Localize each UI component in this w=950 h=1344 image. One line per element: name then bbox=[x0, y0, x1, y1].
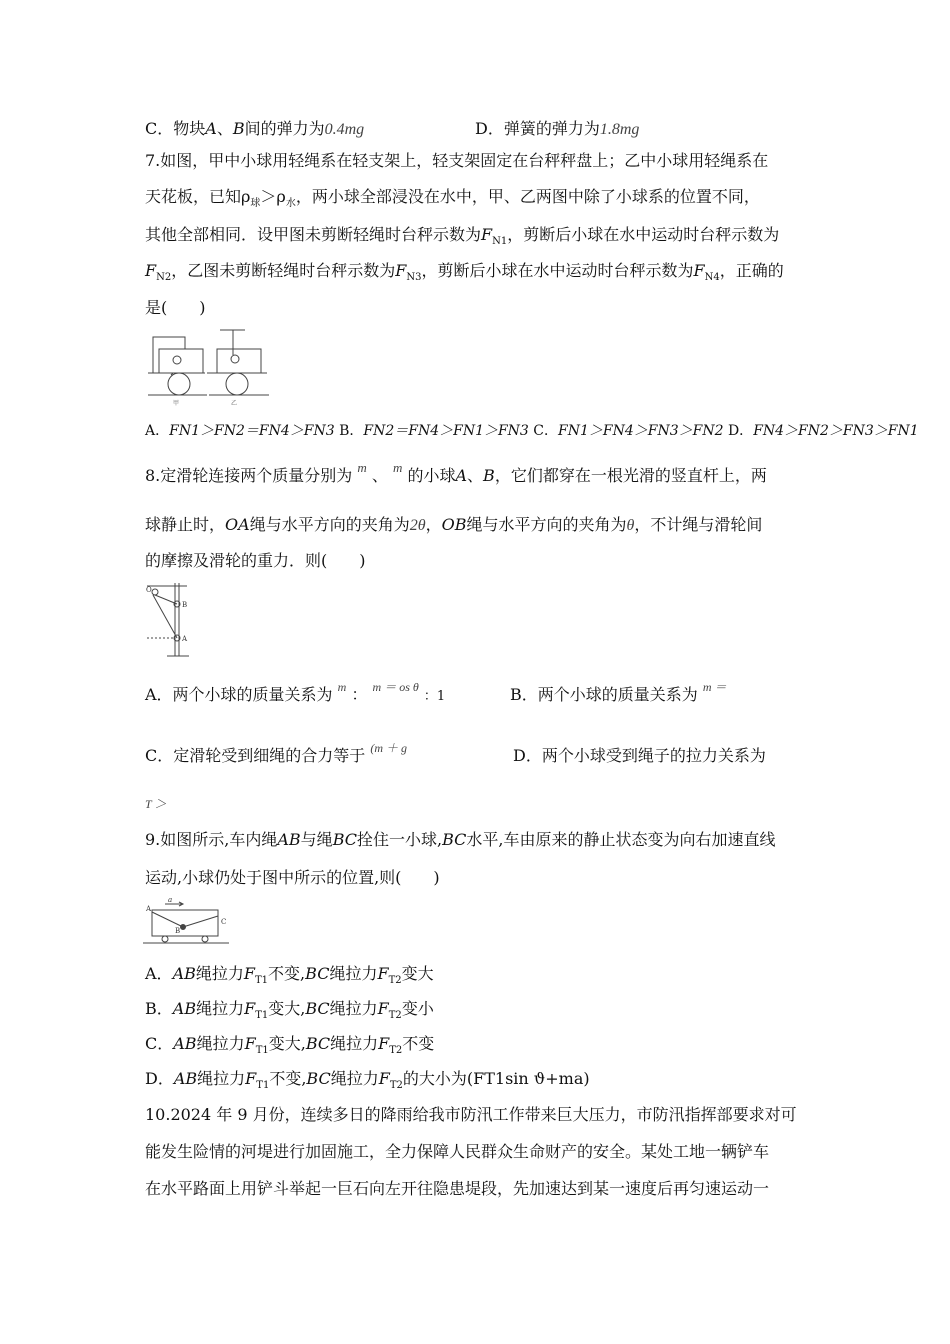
q8-line-1: 8.定滑轮连接两个质量分别为 $^m$ 、 $^m$ 的小球A、B，它们都穿在一根光滑的竖直杆上，两 bbox=[145, 460, 767, 485]
q9-option-a: A．AB绳拉力$F_{T1}$不变,BC绳拉力$F_{T2}$变大 bbox=[145, 964, 434, 987]
q8-option-d-expr: T ＞ bbox=[145, 797, 167, 811]
q9-line-2: 运动,小球仍处于图中所示的位置,则( ) bbox=[145, 868, 440, 887]
q8-line-3: 的摩擦及滑轮的重力．则( ) bbox=[145, 551, 366, 570]
fig-label-o: O bbox=[146, 586, 152, 594]
fig-label-yi: 乙 bbox=[231, 400, 238, 407]
fig-label-A: A bbox=[146, 905, 152, 913]
q8-option-d: D．两个小球受到绳子的拉力关系为 bbox=[513, 746, 766, 765]
q7-line-3: 其他全部相同．设甲图未剪断轻绳时台秤示数为$F_{N1}$，剪断后小球在水中运动时台秤示数为 bbox=[145, 225, 780, 248]
fig-label-C: C bbox=[221, 918, 227, 926]
q6-option-c: C．物块A、B间的弹力为0.4mg bbox=[145, 119, 365, 138]
q9-figure bbox=[143, 896, 231, 948]
q9-line-1: 9.如图所示,车内绳AB与绳BC拴住一小球,BC水平,车由原来的静止状态变为向右加速直线 bbox=[145, 830, 776, 849]
q9-option-d: D．AB绳拉力$F_{T1}$不变,BC绳拉力$F_{T2}$的大小为(FT1sin ϑ+ma) bbox=[145, 1069, 590, 1092]
q10-line-3: 在水平路面上用铲斗举起一巨石向左开往隐患堤段，先加速达到某一速度后再匀速运动一 bbox=[145, 1179, 770, 1198]
q8-option-a: A．两个小球的质量关系为 $^m$ ： $^{m = os \theta}$ ：1 bbox=[145, 680, 446, 704]
q7-options: A．FN1＞FN2＝FN4＞FN3 B．FN2＝FN4＞FN1＞FN3 C．FN1＞FN4＞FN3＞FN2 D．FN4＞FN2＞FN3＞FN1 bbox=[145, 423, 919, 439]
q8-line-2: 球静止时，OA绳与水平方向的夹角为2θ，OB绳与水平方向的夹角为θ，不计绳与滑轮间 bbox=[145, 515, 763, 534]
fig-label-B: B bbox=[175, 927, 181, 935]
q6-option-d: D．弹簧的弹力为1.8mg bbox=[475, 119, 640, 138]
q10-line-1: 10.2024 年 9 月份，连续多日的降雨给我市防汛工作带来巨大压力，市防汛指挥部要求对可 bbox=[145, 1105, 797, 1124]
q10-line-2: 能发生险情的河堤进行加固施工，全力保障人民群众生命财产的安全。某处工地一辆铲车 bbox=[145, 1142, 770, 1161]
q8-figure bbox=[145, 580, 205, 658]
fig-label-jia: 甲 bbox=[173, 400, 180, 407]
q9-option-b: B．AB绳拉力$F_{T1}$变大,BC绳拉力$F_{T2}$变小 bbox=[145, 999, 434, 1022]
q8-option-c: C．定滑轮受到细绳的合力等于 $^{(m + g}$ bbox=[145, 741, 408, 765]
q7-line-2: 天花板，已知$\rho_球>\rho_水$，两小球全部浸没在水中，甲、乙两图中除了小球系的位置不同， bbox=[145, 187, 760, 210]
q7-line-4: $F_{N2}$，乙图未剪断轻绳时台秤示数为$F_{N3}$，剪断后小球在水中运动时台秤示数为$F_{N4}$，正确的 bbox=[145, 261, 784, 284]
q7-line-1: 7.如图，甲中小球用轻绳系在轻支架上，轻支架固定在台秤秤盘上；乙中小球用轻绳系在 bbox=[145, 151, 769, 170]
q7-line-5: 是( ) bbox=[145, 298, 206, 317]
fig-label-a-accel: a bbox=[168, 896, 173, 904]
q9-option-c: C．AB绳拉力$F_{T1}$变大,BC绳拉力$F_{T2}$不变 bbox=[145, 1034, 435, 1057]
q7-figure bbox=[145, 325, 277, 407]
q8-option-b: B．两个小球的质量关系为 $^{m =}$ bbox=[510, 680, 727, 704]
fig-label-b: B bbox=[182, 601, 188, 609]
fig-label-a: A bbox=[182, 635, 188, 643]
